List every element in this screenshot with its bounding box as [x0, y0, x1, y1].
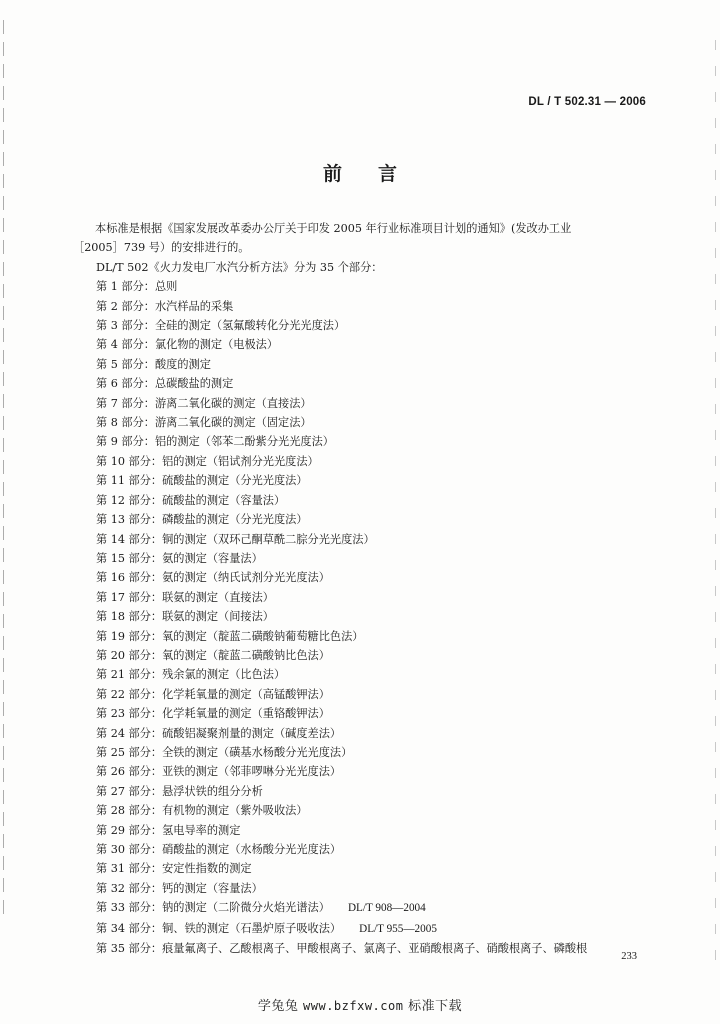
- part-title: 氯化物的测定（电极法）: [154, 338, 279, 352]
- part-label: 第 14 部分：: [96, 532, 163, 546]
- part-reference: DL/T 908—2004: [347, 902, 426, 915]
- part-label: 第 8 部分：: [96, 416, 155, 430]
- part-label: 第 28 部分：: [96, 804, 163, 818]
- intro-line-3: DL/T 502《火力发电厂水汽分析方法》分为 35 个部分：: [96, 260, 383, 274]
- part-item: [96, 939, 648, 958]
- part-title: 钙的测定（容量法）: [162, 881, 263, 895]
- part-label: 第 20 部分：: [96, 648, 163, 662]
- part-label: 第 27 部分：: [96, 784, 163, 798]
- part-item: [96, 432, 648, 451]
- part-item: [96, 491, 648, 510]
- part-title: 残余氯的测定（比色法）: [162, 668, 286, 682]
- part-item: [96, 724, 648, 743]
- part-title: 硫酸盐的测定（分光光度法）: [162, 474, 308, 488]
- part-label: 第 19 部分：: [96, 629, 163, 643]
- part-label: 第 3 部分：: [96, 319, 155, 333]
- part-title: 铜、铁的测定（石墨炉原子吸收法）: [162, 921, 342, 935]
- part-label: 第 22 部分：: [96, 687, 163, 701]
- part-item: [96, 510, 648, 529]
- body-text: [73, 219, 648, 958]
- part-item: [96, 297, 648, 316]
- part-item: [96, 821, 648, 840]
- part-title: 游离二氧化碳的测定（直接法）: [154, 396, 312, 410]
- part-title: 硫酸铝凝聚剂量的测定（碱度差法）: [162, 726, 342, 740]
- part-item: [96, 277, 648, 296]
- watermark: [0, 995, 720, 1014]
- part-title: 痕量氟离子、乙酸根离子、甲酸根离子、氯离子、亚硝酸根离子、硝酸根离子、磷酸根: [162, 942, 588, 956]
- part-title: 磷酸盐的测定（分光光度法）: [162, 513, 308, 527]
- part-item: [96, 413, 648, 432]
- part-item: [96, 374, 648, 393]
- part-title: 酸度的测定: [154, 357, 211, 371]
- part-item: [96, 452, 648, 471]
- part-item: [96, 627, 648, 646]
- part-label: 第 2 部分：: [96, 299, 155, 313]
- part-title: 钠的测定（二阶微分火焰光谱法）: [162, 901, 330, 915]
- part-label: 第 30 部分：: [96, 843, 163, 856]
- part-label: 第 31 部分：: [96, 862, 163, 876]
- part-label: 第 26 部分：: [96, 765, 163, 779]
- part-item: [96, 801, 648, 820]
- part-label: 第 25 部分：: [96, 745, 163, 759]
- part-label: 第 13 部分：: [96, 513, 163, 527]
- part-label: 第 32 部分：: [96, 881, 163, 895]
- part-item: [96, 879, 648, 898]
- part-item: [96, 549, 648, 568]
- part-title: 悬浮状铁的组分分析: [162, 784, 263, 798]
- part-item: [96, 898, 648, 918]
- part-title: 化学耗氧量的测定（高锰酸钾法）: [162, 687, 330, 701]
- part-label: 第 11 部分：: [96, 474, 163, 488]
- intro-line-2: ［2005］739 号）的安排进行的。: [73, 241, 250, 255]
- part-label: 第 23 部分：: [96, 707, 163, 721]
- part-title: 联氨的测定（直接法）: [162, 590, 274, 604]
- part-item: [96, 394, 648, 413]
- part-title: 亚铁的测定（邻菲啰啉分光光度法）: [162, 765, 342, 779]
- parts-list: [96, 277, 648, 958]
- part-item: [96, 762, 648, 781]
- part-title: 铝的测定（铝试剂分光光度法）: [162, 454, 319, 468]
- part-title: 氨的测定（纳氏试剂分光光度法）: [162, 571, 330, 585]
- part-label: 第 21 部分：: [96, 668, 163, 682]
- part-item: [96, 530, 648, 549]
- part-item: [96, 335, 648, 354]
- part-label: 第 4 部分：: [96, 338, 155, 352]
- part-item: [96, 704, 648, 723]
- part-reference: DL/T 955—2005: [359, 922, 437, 935]
- part-title: 氧的测定（靛蓝二磺酸钠比色法）: [162, 648, 330, 662]
- part-label: 第 15 部分：: [96, 551, 163, 565]
- part-label: 第 18 部分：: [96, 610, 163, 624]
- part-label: 第 5 部分：: [96, 357, 155, 371]
- part-title: 全硅的测定（氢氟酸转化分光光度法）: [154, 319, 346, 333]
- part-label: 第 33 部分：: [96, 901, 163, 915]
- part-title: 氨的测定（容量法）: [162, 551, 263, 565]
- part-title: 铝的测定（邻苯二酚紫分光光度法）: [154, 435, 334, 449]
- part-label: 第 29 部分：: [96, 823, 163, 837]
- part-item: [96, 743, 648, 762]
- part-item: [96, 859, 648, 878]
- intro-line-1: 本标准是根据《国家发展改革委办公厅关于印发 2005 年行业标准项目计划的通知》(发改办工业: [95, 222, 572, 235]
- watermark-text: 学兔兔: [257, 999, 299, 1014]
- part-title: 氧的测定（靛蓝二磺酸钠葡萄糖比色法）: [162, 629, 364, 643]
- part-label: 第 1 部分：: [96, 280, 155, 294]
- part-title: 总碳酸盐的测定: [154, 377, 234, 391]
- part-label: 第 34 部分：: [96, 921, 163, 935]
- part-label: 第 10 部分：: [96, 454, 163, 468]
- part-title: 化学耗氧量的测定（重铬酸钾法）: [162, 707, 330, 721]
- part-item: [96, 568, 648, 587]
- part-item: [96, 919, 648, 939]
- part-label: 第 9 部分：: [96, 435, 155, 449]
- part-item: [96, 355, 648, 374]
- part-title: 全铁的测定（磺基水杨酸分光光度法）: [162, 745, 353, 759]
- part-label: 第 16 部分：: [96, 571, 163, 585]
- part-title: 总则: [154, 280, 178, 294]
- part-item: [96, 471, 648, 490]
- part-item: [96, 685, 648, 704]
- part-title: 游离二氧化碳的测定（固定法）: [154, 416, 312, 430]
- watermark-url: www.bzfxw.com: [303, 999, 404, 1013]
- part-title: 硫酸盐的测定（容量法）: [162, 493, 286, 507]
- part-item: [96, 646, 648, 665]
- part-label: 第 35 部分：: [96, 942, 163, 956]
- part-title: 有机物的测定（紫外吸收法）: [162, 804, 308, 818]
- part-title: 氢电导率的测定: [162, 823, 241, 837]
- part-item: [96, 316, 648, 335]
- part-label: 第 12 部分：: [96, 493, 163, 507]
- part-item: [96, 607, 648, 626]
- page-title: 前言: [322, 163, 433, 185]
- part-item: [96, 665, 648, 684]
- part-title: 安定性指数的测定: [162, 862, 252, 876]
- part-item: [96, 840, 648, 859]
- scan-edge-left: [3, 20, 4, 920]
- part-label: 第 17 部分：: [96, 590, 163, 604]
- part-title: 水汽样品的采集: [154, 299, 234, 313]
- watermark-suffix: 标准下载: [408, 999, 463, 1014]
- part-title: 硝酸盐的测定（水杨酸分光光度法）: [162, 843, 342, 856]
- page-number: 233: [621, 951, 637, 962]
- document-code: DL / T 502.31 — 2006: [528, 96, 646, 108]
- part-title: 铜的测定（双环己酮草酰二腙分光光度法）: [162, 532, 375, 546]
- part-title: 联氨的测定（间接法）: [162, 610, 274, 624]
- part-item: [96, 782, 648, 801]
- part-label: 第 24 部分：: [96, 726, 163, 740]
- part-label: 第 6 部分：: [96, 377, 155, 391]
- part-item: [96, 588, 648, 607]
- part-label: 第 7 部分：: [96, 396, 155, 410]
